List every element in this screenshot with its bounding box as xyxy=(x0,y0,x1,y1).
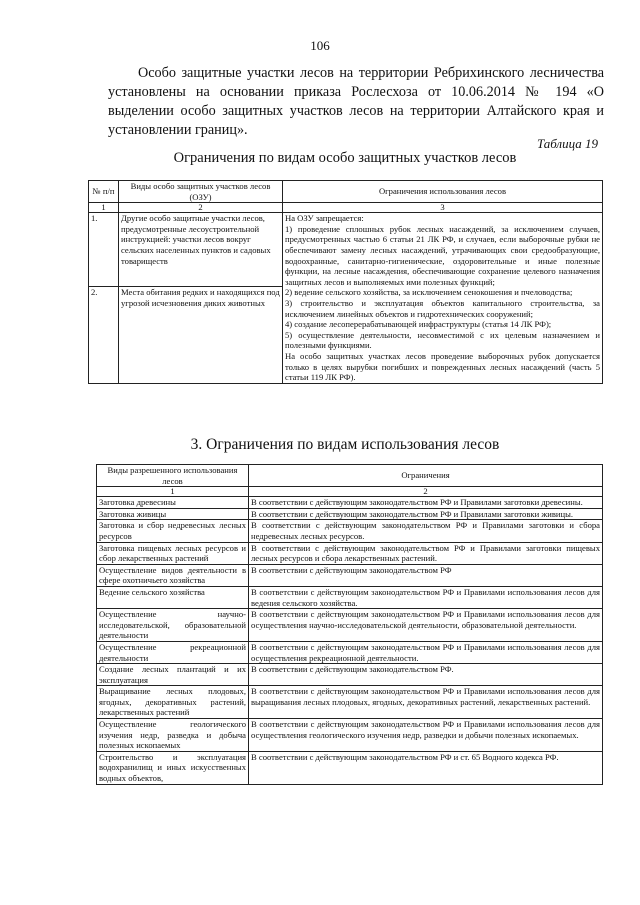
section-title: 3. Ограничения по видам использования лесов xyxy=(190,436,500,453)
use-type: Выращивание лесных плодовых, ягодных, декоративных растений, лекарственных растений xyxy=(97,686,249,719)
column-number: 1 xyxy=(89,203,119,213)
column-number: 1 xyxy=(97,487,249,497)
restrictions-cell xyxy=(283,213,603,384)
table-label: Таблица 19 xyxy=(536,136,598,151)
use-type: Строительство и эксплуатация водохранилищ и иных искусственных водных объектов, xyxy=(97,751,249,784)
table-row xyxy=(97,719,603,752)
table-row xyxy=(97,609,603,642)
restriction-item: 1) проведение сплошных рубок лесных насаждений, за исключением случаев, предусмотренных частью 6 статьи 21 ЛК РФ, и случаев, если выборочные рубки не обеспечивают замену лесных насаждений, утрачивающих свои средообразующие, водоохранные, санитарно-гигиенические, оздоровительные и иные полезные функции, на лесные насаждения, обеспечивающие сохранение целевого назначения защитных лесов и выполняемых ими полезных функций; xyxy=(285,223,600,287)
row-number: 2. xyxy=(89,287,119,384)
ozu-type: Места обитания редких и находящихся под угрозой исчезновения диких животных xyxy=(119,287,283,384)
use-restriction: В соответствии с действующим законодательством РФ и Правилами использования лесов для осуществления рекреационной деятельности. xyxy=(249,641,603,663)
intro-paragraph: Особо защитные участки лесов на территории Ребрихинского лесничества установлены на основании приказа Рослесхоза от 10.06.2014 № 194 «О выделении особо защитных участков лесов на территории Алтайского края и установлении границ». xyxy=(108,65,604,138)
column-number-row xyxy=(97,487,603,497)
table-caption: Ограничения по видам особо защитных участков лесов xyxy=(173,150,517,166)
column-number-row xyxy=(89,203,603,213)
use-type: Осуществление рекреационной деятельности xyxy=(97,641,249,663)
use-restriction: В соответствии с действующим законодательством РФ и Правилами заготовки пищевых лесных ресурсов и сбора лекарственных растений. xyxy=(249,542,603,564)
column-header-number: № п/п xyxy=(89,181,119,203)
table-row xyxy=(97,664,603,686)
table-header-row xyxy=(89,181,603,203)
use-restriction: В соответствии с действующим законодательством РФ и Правилами заготовки живицы. xyxy=(249,508,603,520)
table-row xyxy=(97,508,603,520)
column-header-use-type: Виды разрешенного использования лесов xyxy=(97,465,249,487)
column-header-restrictions: Ограничения использования лесов xyxy=(283,181,603,203)
table-row xyxy=(97,641,603,663)
ozu-restrictions-table xyxy=(88,180,603,384)
use-restriction: В соответствии с действующим законодательством РФ xyxy=(249,564,603,586)
column-header-restrictions: Ограничения xyxy=(249,465,603,487)
table-row xyxy=(97,586,603,608)
column-number: 2 xyxy=(249,487,603,497)
column-number: 2 xyxy=(119,203,283,213)
use-restriction: В соответствии с действующим законодательством РФ и Правилами использования лесов для ведения сельского хозяйства. xyxy=(249,586,603,608)
use-type: Заготовка пищевых лесных ресурсов и сбор лекарственных растений xyxy=(97,542,249,564)
use-type: Создание лесных плантаций и их эксплуатация xyxy=(97,664,249,686)
use-type: Заготовка древесины xyxy=(97,497,249,509)
table-row xyxy=(97,686,603,719)
ozu-type: Другие особо защитные участки лесов, предусмотренные лесоустроительной инструкцией: участки лесов вокруг сельских населенных пунктов и садовых товариществ xyxy=(119,213,283,287)
page-number: 106 xyxy=(310,38,330,53)
use-restriction: В соответствии с действующим законодательством РФ и ст. 65 Водного кодекса РФ. xyxy=(249,751,603,784)
restriction-item: На ОЗУ запрещается: xyxy=(285,213,364,224)
restriction-item: 4) создание лесоперерабатывающей инфраструктуры (статья 14 ЛК РФ); xyxy=(285,319,552,330)
restriction-item: 2) ведение сельского хозяйства, за исключением сенокошения и пчеловодства; xyxy=(285,287,573,298)
use-type: Осуществление видов деятельности в сфере охотничьего хозяйства xyxy=(97,564,249,586)
table-row xyxy=(97,542,603,564)
column-header-ozu-type: Виды особо защитных участков лесов (ОЗУ) xyxy=(119,181,283,203)
use-type: Заготовка и сбор недревесных лесных ресурсов xyxy=(97,520,249,542)
use-type: Осуществление геологического изучения недр, разведка и добыча полезных ископаемых xyxy=(97,719,249,752)
restriction-item: 5) осуществление деятельности, несовместимой с их целевым назначением и полезными функциями. xyxy=(285,329,600,351)
use-type: Осуществление научно-исследовательской, образовательной деятельности xyxy=(97,609,249,642)
use-restriction: В соответствии с действующим законодательством РФ и Правилами использования лесов для осуществления научно-исследовательской деятельности, образовательной деятельности. xyxy=(249,609,603,642)
forest-use-restrictions-table xyxy=(96,464,603,785)
table-row xyxy=(97,751,603,784)
table-row xyxy=(89,213,603,287)
use-type: Заготовка живицы xyxy=(97,508,249,520)
use-restriction: В соответствии с действующим законодательством РФ. xyxy=(249,664,603,686)
use-restriction: В соответствии с действующим законодательством РФ и Правилами использования лесов для осуществления геологического изучения недр, разведки и добычи полезных ископаемых. xyxy=(249,719,603,752)
restriction-item: На особо защитных участках лесов проведение выборочных рубок допускается только в целях вырубки погибших и поврежденных лесных насаждений (часть 5 статьи 119 ЛК РФ). xyxy=(285,350,600,383)
use-restriction: В соответствии с действующим законодательством РФ и Правилами заготовки и сбора недревесных лесных ресурсов. xyxy=(249,520,603,542)
use-restriction: В соответствии с действующим законодательством РФ и Правилами использования лесов для выращивания лесных плодовых, ягодных, декоративных растений, лекарственных растений. xyxy=(249,686,603,719)
row-number: 1. xyxy=(89,213,119,287)
use-type: Ведение сельского хозяйства xyxy=(97,586,249,608)
table-row xyxy=(97,564,603,586)
column-number: 3 xyxy=(283,203,603,213)
table-row xyxy=(97,497,603,509)
table-header-row xyxy=(97,465,603,487)
restriction-item: 3) строительство и эксплуатация объектов капитального строительства, за исключением линейных объектов и гидротехнических сооружений; xyxy=(285,297,600,319)
table-row xyxy=(97,520,603,542)
use-restriction: В соответствии с действующим законодательством РФ и Правилами заготовки древесины. xyxy=(249,497,603,509)
